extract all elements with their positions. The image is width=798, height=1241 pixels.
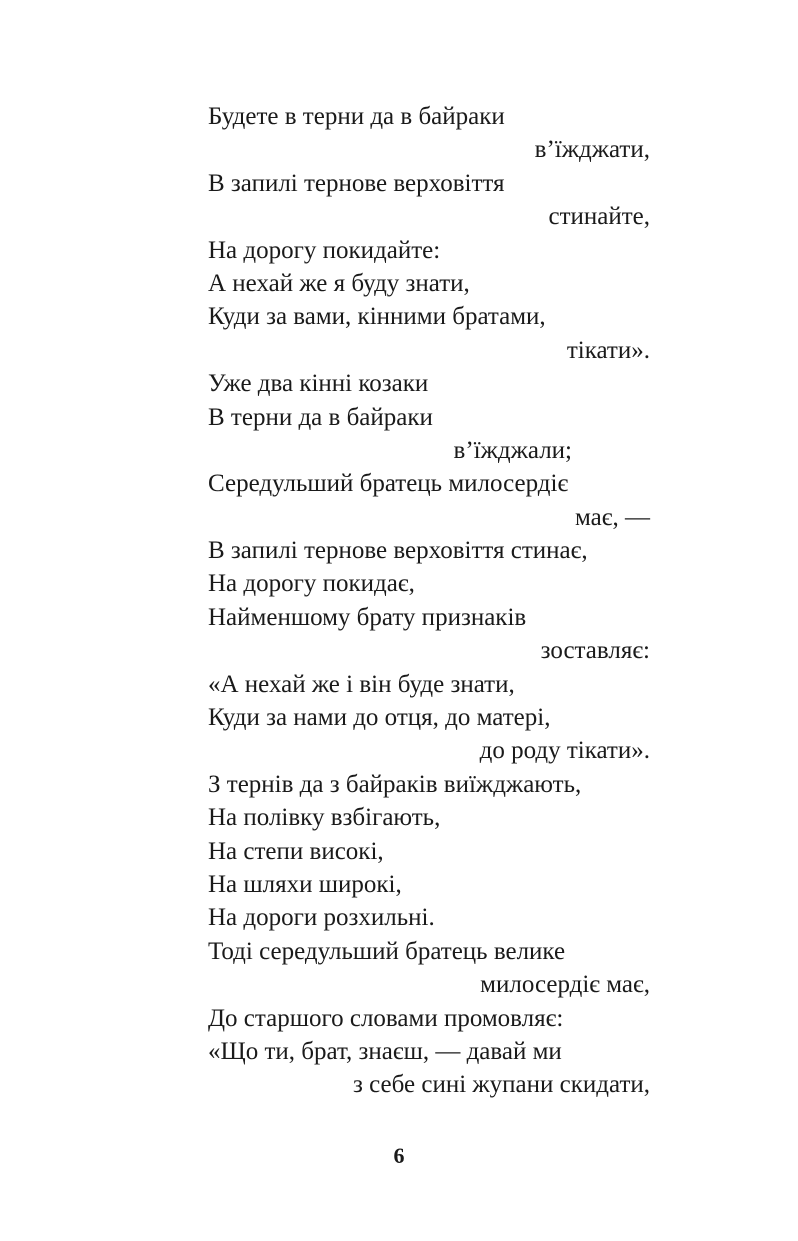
poem-line: На дороги розхильні.: [208, 904, 435, 932]
poem-line: Уже два кінні козаки: [208, 370, 429, 398]
poem-line: Тоді середульший братець велике: [208, 937, 566, 965]
page-number: 6: [393, 1143, 405, 1168]
poem-line: До старшого словами промовляє:: [208, 1004, 564, 1032]
poem-line: В запилі тернове верховіття: [208, 169, 505, 197]
poem-line: до роду тікати».: [479, 737, 650, 765]
poem-line: тікати».: [566, 336, 650, 364]
poem-line: в’їжджали;: [453, 436, 572, 464]
poem-line: Найменшому брату признаків: [208, 603, 527, 631]
poem-line: А нехай же я буду знати,: [208, 269, 470, 297]
poem-line: Будете в терни да в байраки: [208, 103, 505, 130]
poem-text: [208, 100, 650, 1102]
poem-line: На дорогу покидайте:: [208, 236, 441, 264]
poem-line: Куди за нами до отця, до матері,: [208, 704, 551, 732]
poem-line: має, —: [575, 503, 650, 531]
poem-line: На степи високі,: [208, 837, 384, 865]
poem-line: з себе сині жупани скидати,: [352, 1071, 650, 1099]
poem-line: зоставляє:: [540, 637, 650, 665]
poem-line: На полівку взбігають,: [208, 804, 441, 832]
poem-line: На дорогу покидає,: [208, 570, 415, 598]
poem-line: в’їжджати,: [534, 136, 650, 164]
poem-line: милосердіє має,: [480, 971, 650, 999]
poem-line: стинайте,: [548, 203, 650, 231]
poem-line: На шляхи широкі,: [208, 870, 402, 898]
poem-line: Куди за вами, кінними братами,: [208, 303, 546, 331]
poem-line: В запилі тернове верховіття стинає,: [208, 537, 588, 565]
poem-line: В терни да в байраки: [208, 403, 433, 431]
poem-line: «А нехай же і він буде знати,: [208, 670, 515, 698]
poem-line: Середульший братець милосердіє: [208, 470, 569, 498]
poem-line: «Що ти, брат, знаєш, — давай ми: [208, 1037, 562, 1065]
poem-line: З тернів да з байраків виїжджають,: [208, 770, 582, 798]
